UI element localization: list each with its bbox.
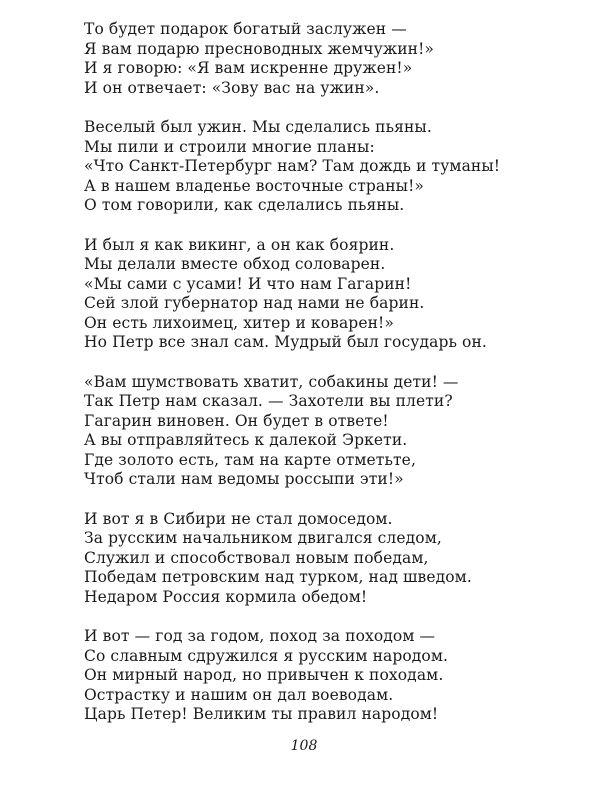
page-number: 108 xyxy=(290,738,318,754)
poem-line: Так Петр нам сказал. — Захотели вы плети? xyxy=(84,392,453,410)
poem-line: Я вам подарю пресноводных жемчужин!» xyxy=(84,39,434,58)
stanza-6 xyxy=(84,627,584,725)
poem-line: А вы отправляйтесь к далекой Эркети. xyxy=(84,431,408,449)
poem-line: Недаром Россия кормила обедом! xyxy=(84,587,368,606)
poem-line: «Вам шумствовать хватит, собакины дети! — xyxy=(84,372,459,391)
poem-line: Он есть лихоимец, хитер и коварен!» xyxy=(84,313,394,332)
poem-line: Мы делали вместе обход соловарен. xyxy=(84,255,386,273)
poem-line: Гагарин виновен. Он будет в ответе! xyxy=(84,411,389,430)
poem-line: Сей злой губернатор над нами не барин. xyxy=(84,294,425,312)
stanza-4 xyxy=(84,373,584,490)
poem-line: Служил и способствовал новым победам, xyxy=(84,548,429,567)
poem-line: О том говорили, как сделались пьяны. xyxy=(84,196,405,214)
poem-line: И он отвечает: «Зову вас на ужин». xyxy=(84,78,380,97)
poem-line: Со славным сдружился я русским народом. xyxy=(84,646,449,665)
poem-line: И вот — год за годом, поход за походом — xyxy=(84,627,436,645)
poem-line: Победам петровским над турком, над шведом. xyxy=(84,568,472,586)
poem-line: Острастку и нашим он дал воеводам. xyxy=(84,685,394,704)
poem-line: И вот я в Сибири не стал домоседом. xyxy=(84,509,393,528)
poem-line: За русским начальником двигался следом, xyxy=(84,529,442,547)
poem-line: «Мы сами с усами! И что нам Гагарин! xyxy=(84,274,412,293)
poem-line: Чтоб стали нам ведомы россыпи эти!» xyxy=(84,470,404,488)
poem-body xyxy=(84,20,584,745)
poem-line: Он мирный народ, но привычен к походам. xyxy=(84,666,444,684)
poem-line: Но Петр все знал сам. Мудрый был государь он. xyxy=(84,333,487,351)
stanza-3 xyxy=(84,236,584,353)
poem-line: А в нашем владенье восточные страны!» xyxy=(84,176,425,195)
poem-line: Царь Петер! Великим ты правил народом! xyxy=(84,705,439,723)
poem-line: Веселый был ужин. Мы сделались пьяны. xyxy=(84,118,432,136)
stanza-1 xyxy=(84,20,584,98)
stanza-2 xyxy=(84,118,584,216)
poem-line: «Что Санкт-Петербург нам? Там дождь и туманы! xyxy=(84,157,501,175)
poem-line: И был я как викинг, а он как боярин. xyxy=(84,235,395,254)
poem-line: И я говорю: «Я вам искренне дружен!» xyxy=(84,59,413,77)
poem-line: Где золото есть, там на карте отметьте, xyxy=(84,450,416,469)
poem-line: Мы пили и строили многие планы: xyxy=(84,137,375,156)
poem-line: То будет подарок богатый заслужен — xyxy=(84,20,407,38)
stanza-5 xyxy=(84,510,584,608)
